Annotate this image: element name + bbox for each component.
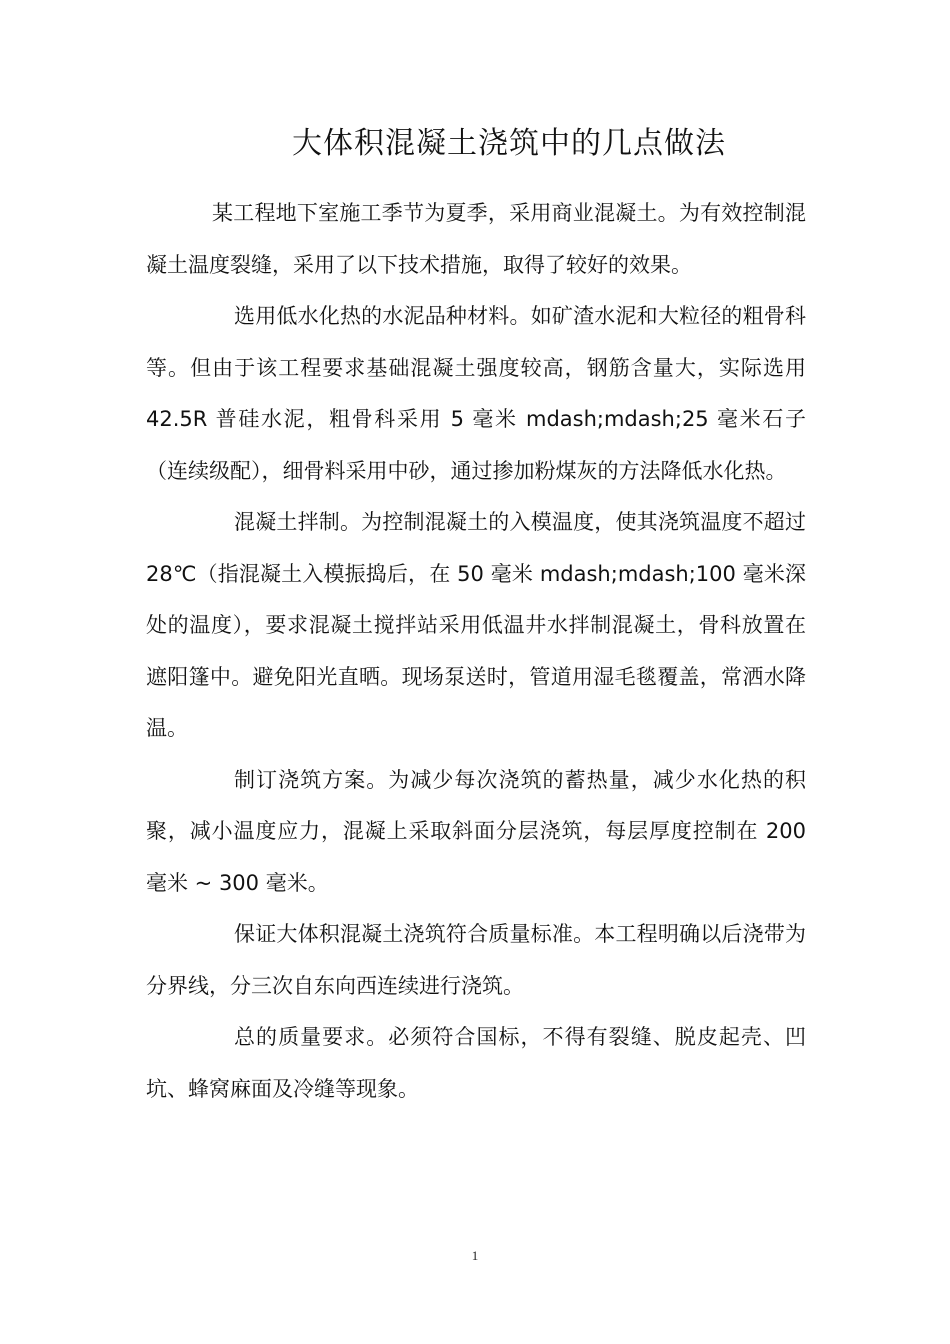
paragraph-intro: 某工程地下室施工季节为夏季，采用商业混凝土。为有效控制混凝土温度裂缝，采用了以下技术措施，取得了较好的效果。 <box>146 201 806 277</box>
document-title: 大体积混凝土浇筑中的几点做法 <box>292 126 726 161</box>
paragraph-quality-standard: 保证大体积混凝土浇筑符合质量标准。本工程明确以后浇带为分界线，分三次自东向西连续进行浇筑。 <box>146 922 806 998</box>
paragraph-quality-requirements: 总的质量要求。必须符合国标，不得有裂缝、脱皮起壳、凹坑、蜂窝麻面及冷缝等现象。 <box>146 1025 806 1101</box>
page-number: 1 <box>471 1248 479 1263</box>
document-body <box>146 188 806 1115</box>
paragraph-cement-selection: 选用低水化热的水泥品种材料。如矿渣水泥和大粒径的粗骨科等。但由于该工程要求基础混凝土强度较高，钢筋含量大，实际选用 42.5R 普硅水泥，粗骨科采用 5 毫米 mdash;mdash;25 毫米石子（连续级配），细骨料采用中砂，通过掺加粉煤灰的方法降低水化热。 <box>146 304 806 483</box>
paragraph-concrete-mixing: 混凝土拌制。为控制混凝土的入模温度，使其浇筑温度不超过 28℃（指混凝土入模振捣后，在 50 毫米 mdash;mdash;100 毫米深处的温度），要求混凝土搅拌站采用低温井水拌制混凝土，骨科放置在遮阳篷中。避免阳光直晒。现场泵送时，管道用湿毛毯覆盖，常洒水降温。 <box>146 510 806 740</box>
paragraph-pouring-plan: 制订浇筑方案。为减少每次浇筑的蓄热量，减少水化热的积聚，减小温度应力，混凝上采取斜面分层浇筑，每层厚度控制在 200 毫米 ~ 300 毫米。 <box>146 767 806 895</box>
